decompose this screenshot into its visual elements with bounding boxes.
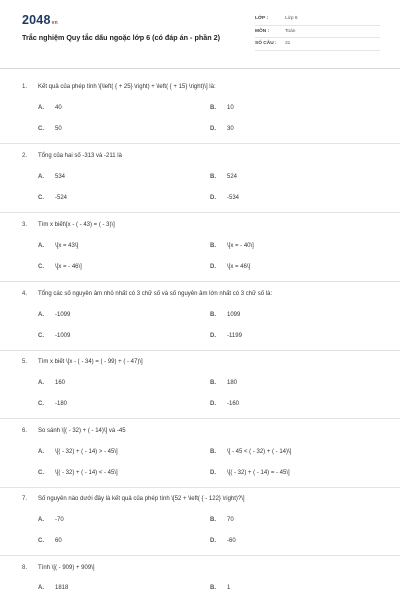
question-divider [0,143,400,144]
option-text: 30 [227,126,234,132]
option-text: \[( - 32) + ( - 14) > - 45\] [55,449,118,455]
option-letter: A. [38,517,44,523]
option-text: -70 [55,517,64,523]
option-text: -160 [227,401,240,407]
option-letter: D. [210,538,216,544]
option-text: \[x = 46\] [227,264,251,270]
option-text: -1199 [227,333,242,339]
option-text: 40 [55,105,62,111]
question-text: Tổng các số nguyên âm nhỏ nhất có 3 chữ số và số nguyên âm lớn nhất có 3 chữ số là: [38,291,273,297]
question-number: 2. [22,153,28,159]
option-letter: D. [210,401,216,407]
option-text: \[( - 32) + ( - 14) = - 45\] [227,470,290,476]
option-letter: C. [38,126,44,132]
option-text: 1818 [55,585,69,591]
meta-panel [255,13,380,51]
option-text: 50 [55,126,62,132]
meta-label: SỐ CÂU : [255,41,277,46]
option-text: \[ - 45 < ( - 32) + ( - 14)\] [227,449,292,455]
question-divider [0,555,400,556]
page-title: Trắc nghiệm Quy tắc dấu ngoặc lớp 6 (có đáp án - phần 2) [22,33,221,42]
header-divider [0,68,400,69]
logo-suffix: vn [51,20,58,26]
question-number: 6. [22,428,28,434]
option-text: \[x = - 46\] [55,264,82,270]
option-text: 1099 [227,312,241,318]
option-text: 534 [55,174,66,180]
option-text: -60 [227,538,236,544]
option-text: 524 [227,174,238,180]
option-letter: C. [38,264,44,270]
option-letter: C. [38,195,44,201]
question-divider [0,350,400,351]
meta-row-subject [255,26,380,39]
option-letter: B. [210,174,216,180]
question-text: Tính \[( - 909) + 909\] [38,565,95,571]
option-text: -1099 [55,312,71,318]
option-letter: B. [210,517,216,523]
question-number: 4. [22,291,28,297]
option-letter: C. [38,333,44,339]
meta-value: Lớp 6 [285,16,298,21]
option-text: 60 [55,538,62,544]
meta-label: MÔN : [255,28,270,34]
question-text: Tìm x biết\[x - ( - 43) = ( - 3)\] [38,222,115,228]
question-divider [0,418,400,419]
meta-value: 31 [285,41,291,46]
question-text: Tìm x biết \[x - ( - 34) = ( - 99) + ( - 47)\] [38,359,143,365]
option-letter: D. [210,470,216,476]
site-logo[interactable] [22,13,58,27]
option-text: -180 [55,401,68,407]
option-text: 70 [227,517,234,523]
option-letter: D. [210,264,216,270]
question-divider [0,281,400,282]
option-letter: A. [38,243,44,249]
option-letter: A. [38,174,44,180]
question-number: 3. [22,222,28,228]
option-letter: B. [210,312,216,318]
option-letter: B. [210,585,216,591]
question-text: Số nguyên nào dưới đây là kết quả của phép tính \[52 + \left( { - 122} \right)?\] [38,496,245,502]
option-text: \[x = 43\] [55,243,79,249]
option-letter: C. [38,538,44,544]
question-number: 5. [22,359,28,365]
option-letter: D. [210,333,216,339]
option-letter: A. [38,380,44,386]
option-letter: C. [38,401,44,407]
option-letter: A. [38,585,44,591]
question-text: Tổng của hai số -313 và -211 là [38,153,122,159]
option-letter: B. [210,243,216,249]
option-text: -1009 [55,333,71,339]
option-text: 160 [55,380,66,386]
option-text: 1 [227,585,231,591]
meta-label: LỚP : [255,16,269,21]
option-letter: A. [38,312,44,318]
option-text: \[x = - 40\] [227,243,254,249]
logo-text: 2048 [22,13,51,27]
question-divider [0,487,400,488]
option-text: -524 [55,195,68,201]
option-letter: C. [38,470,44,476]
question-number: 8. [22,565,28,571]
question-number: 7. [22,496,28,502]
option-letter: A. [38,105,44,111]
meta-row-class [255,13,380,26]
option-letter: B. [210,449,216,455]
option-text: 10 [227,105,234,111]
option-letter: B. [210,380,216,386]
option-text: -534 [227,195,240,201]
option-letter: A. [38,449,44,455]
option-text: 180 [227,380,238,386]
question-divider [0,212,400,213]
question-text: Kết quả của phép tính \[\left( { + 25} \right) + \left( { + 15} \right)\] là: [38,84,216,90]
option-letter: B. [210,105,216,111]
option-letter: D. [210,195,216,201]
option-letter: D. [210,126,216,132]
meta-row-count [255,38,380,51]
option-text: \[( - 32) + ( - 14) < - 45\] [55,470,118,476]
question-number: 1. [22,84,28,90]
meta-value: Toán [285,28,296,34]
question-text: So sánh \[( - 32) + ( - 14)\] và -45 [38,428,126,434]
